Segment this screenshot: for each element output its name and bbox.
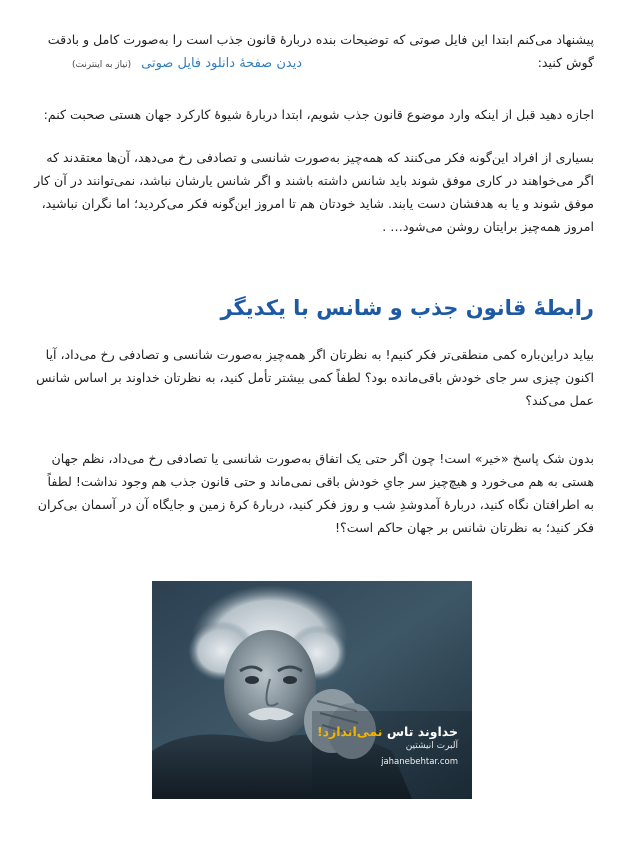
download-link-group [72, 52, 302, 77]
section-heading: رابطهٔ قانون جذب و شانس با یکدیگر [220, 296, 594, 320]
quote-text [317, 724, 458, 739]
universe-intro-paragraph: اجازه دهید قبل از اینکه وارد موضوع قانون جذب شویم، ابتدا دربارهٔ شیوهٔ کارکرد جهان هستی صحبت کنم: [43, 107, 594, 122]
paragraph-line: بسیاری از افراد این‌گونه فکر می‌کنند که همه‌چیز به‌صورت شانسی و تصادفی رخ می‌دهد، آن‌ها معتقدند که [46, 150, 594, 165]
paragraph-line: هستی به هم می‌خورد و هیچ‌چیز سر جایِ خودش باقی نمی‌ماند و حتی قانون جذب هم وجود نداشت! لطفاً [47, 474, 594, 489]
intro-paragraph [32, 28, 594, 77]
einstein-quote-image [152, 581, 472, 799]
internet-required-note: (نیاز به اینترنت) [72, 60, 132, 70]
paragraph-line: امروز همه‌چیز برایتان روشن می‌شود… . [382, 219, 594, 234]
paragraph-line: موفق شوند و یا به هدفشان دست یابند. شاید خودتان هم تا امروز این‌گونه فکر می‌کردید؛ اما نگران نباشید، [41, 196, 594, 211]
paragraph-line: اکنون چیزی سر جای خودش باقی‌مانده بود؟ لطفاً کمی بیشتر تأمل کنید، به نظرتان خداوند بر اساس شانس [36, 370, 594, 385]
image-caption [317, 724, 458, 767]
logic-paragraph [32, 343, 594, 412]
paragraph-line: بدون شک پاسخ «خیر» است! چون اگر حتی یک اتفاق به‌صورت شانسی یا تصادفی رخ می‌داد، نظم جهان [51, 451, 594, 466]
quote-highlight: نمی‌اندازد! [316, 724, 383, 739]
paragraph-line: عمل می‌کند؟ [525, 393, 594, 408]
watermark-site: jahanebehtar.com [381, 757, 458, 767]
intro-line-1: پیشنهاد می‌کنم ابتدا این فایل صوتی که توضیحات بنده دربارهٔ قانون جذب است را به‌صورت کامل و بادقت [47, 32, 594, 47]
paragraph-line: فکر کنید؛ به نظرتان شانس بر جهان حاکم است؟! [334, 520, 594, 535]
intro-listen-text: گوش کنید: [537, 55, 594, 70]
intro-line-2 [32, 51, 594, 77]
luck-belief-paragraph [32, 146, 594, 238]
paragraph-line: بیاید دراین‌باره کمی منطقی‌تر فکر کنیم! به نظرتان اگر همه‌چیز به‌صورت شانسی و تصادفی رخ می‌داد، آیا [45, 347, 594, 362]
audio-download-link[interactable]: دیدن صفحهٔ دانلود فایل صوتی [141, 56, 303, 71]
paragraph-line: به اطرافتان نگاه کنید، دربارهٔ آمدوشدِ شب و روز فکر کنید، دربارهٔ کرهٔ زمین و جایگاه آن در آسمان بی‌کران [37, 497, 594, 512]
quote-prefix: خداوند تاس [386, 724, 458, 739]
answer-paragraph [32, 447, 594, 539]
paragraph-line: اگر می‌خواهند در کاری موفق شوند باید شانس داشته باشند و اگر شانس یارشان نباشد، نمی‌توانند در آن کار [34, 173, 594, 188]
quote-author: آلبرت انیشتین [405, 741, 458, 751]
